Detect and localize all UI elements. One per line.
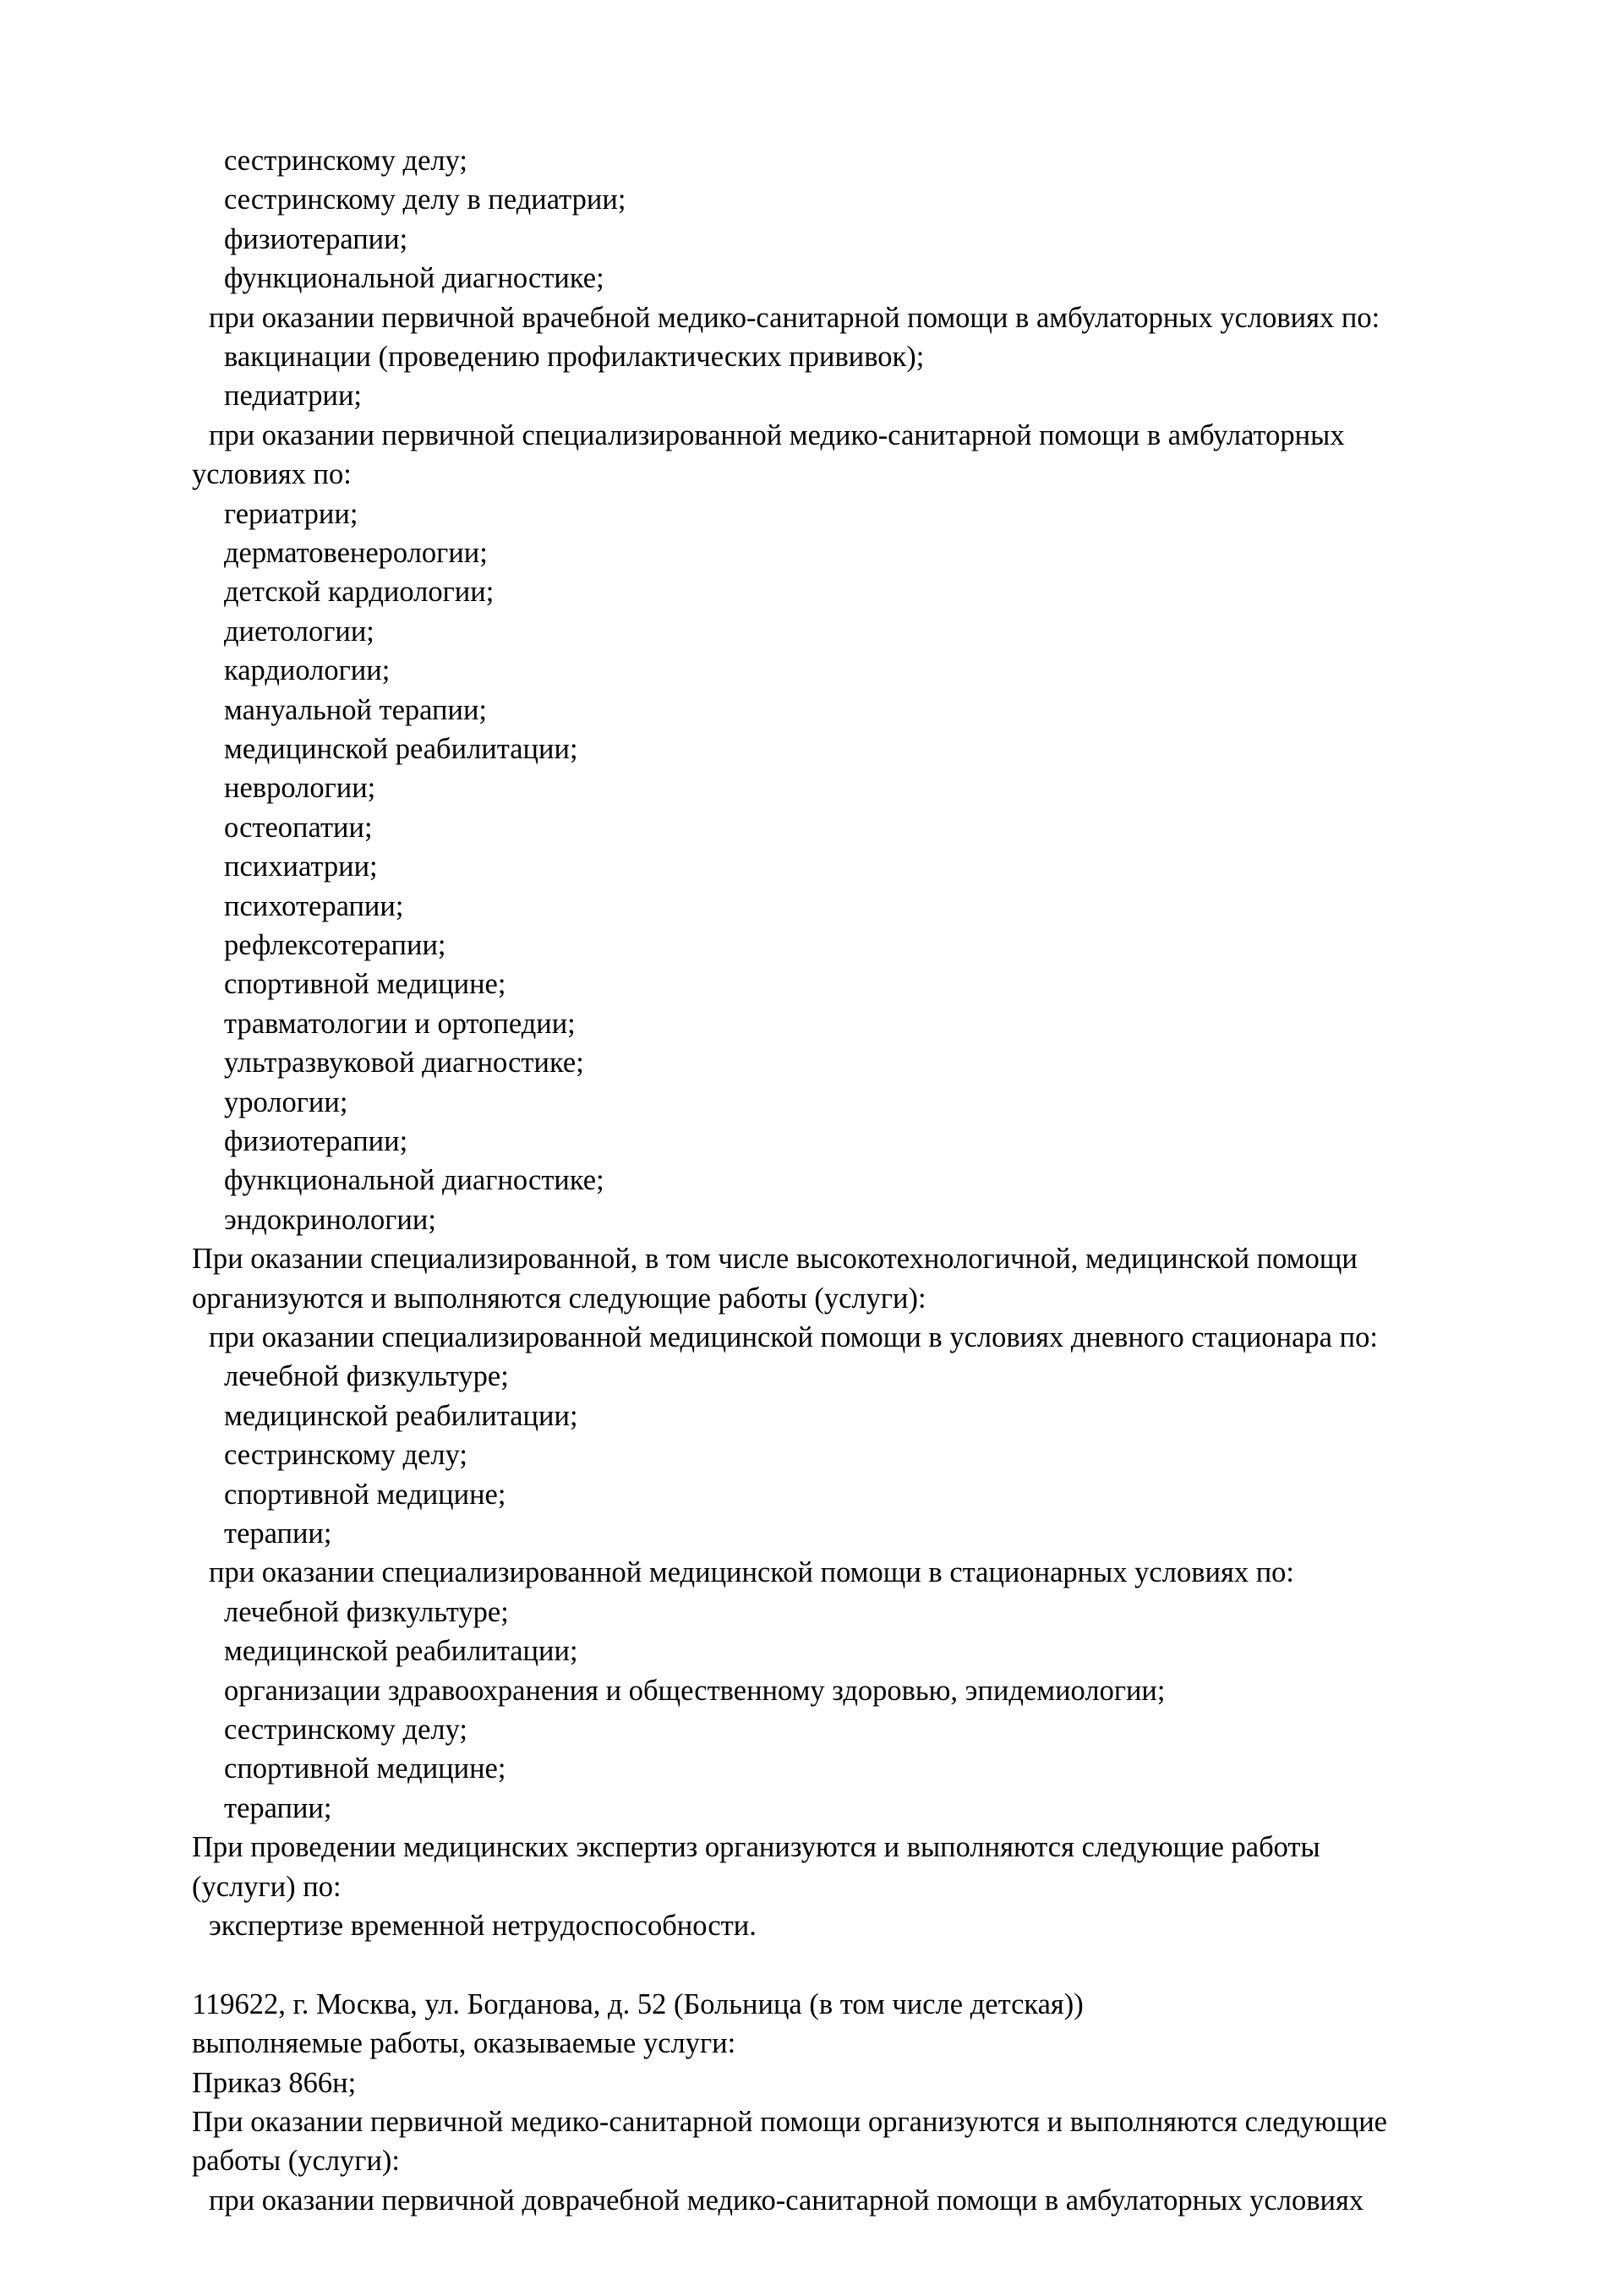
list-item: сестринскому делу в педиатрии; bbox=[224, 183, 626, 216]
list-item: спортивной медицине; bbox=[224, 1752, 506, 1785]
paragraph-line: условиях по: bbox=[192, 458, 352, 491]
list-item: остеопатии; bbox=[224, 811, 373, 844]
list-item: физиотерапии; bbox=[224, 1125, 408, 1157]
list-item: медицинской реабилитации; bbox=[224, 733, 578, 765]
list-item: дерматовенерологии; bbox=[224, 537, 488, 569]
section-subheading: при оказании первичной доврачебной медико-санитарной помощи в амбулаторных условиях bbox=[209, 2184, 1364, 2217]
section-subheading: экспертизе временной нетрудоспособности. bbox=[209, 1910, 757, 1942]
list-item: рефлексотерапии; bbox=[224, 929, 446, 961]
list-item: медицинской реабилитации; bbox=[224, 1635, 578, 1668]
paragraph-line: При проведении медицинских экспертиз организуются и выполняются следующие работы bbox=[192, 1831, 1320, 1864]
section-subheading: при оказании первичной специализированной медико-санитарной помощи в амбулаторных bbox=[209, 418, 1345, 451]
list-item: педиатрии; bbox=[224, 380, 363, 413]
paragraph-line: При оказании первичной медико-санитарной помощи организуются и выполняются следующие bbox=[192, 2106, 1387, 2138]
list-item: терапии; bbox=[224, 1791, 332, 1824]
list-item: медицинской реабилитации; bbox=[224, 1399, 578, 1432]
list-item: сестринскому делу; bbox=[224, 1439, 467, 1472]
list-item: детской кардиологии; bbox=[224, 576, 495, 609]
list-item: урологии; bbox=[224, 1085, 348, 1118]
list-item: психиатрии; bbox=[224, 850, 378, 883]
list-item: лечебной физкультуре; bbox=[224, 1360, 509, 1393]
section-subheading: при оказании первичной врачебной медико-санитарной помощи в амбулаторных условиях по: bbox=[209, 301, 1380, 334]
list-item: лечебной физкультуре; bbox=[224, 1595, 509, 1628]
list-item: организации здравоохранения и общественному здоровью, эпидемиологии; bbox=[224, 1674, 1166, 1707]
list-item: неврологии; bbox=[224, 772, 376, 805]
section-subheading: при оказании специализированной медицинской помощи в стационарных условиях по: bbox=[209, 1556, 1294, 1589]
list-item: терапии; bbox=[224, 1517, 332, 1550]
list-item: функциональной диагностике; bbox=[224, 1164, 604, 1197]
list-item: физиотерапии; bbox=[224, 222, 408, 255]
paragraph-line: Приказ 866н; bbox=[192, 2066, 357, 2099]
list-item: эндокринологии; bbox=[224, 1203, 436, 1236]
list-item: спортивной медицине; bbox=[224, 968, 506, 1001]
list-item: гериатрии; bbox=[224, 497, 358, 530]
paragraph-line: выполняемые работы, оказываемые услуги: bbox=[192, 2027, 736, 2060]
list-item: мануальной терапии; bbox=[224, 693, 488, 726]
list-item: сестринскому делу; bbox=[224, 1714, 467, 1746]
list-item: вакцинации (проведению профилактических прививок); bbox=[224, 341, 925, 373]
list-item: функциональной диагностике; bbox=[224, 262, 604, 295]
list-item: травматологии и ортопедии; bbox=[224, 1007, 576, 1040]
list-item: диетологии; bbox=[224, 615, 374, 648]
list-item: спортивной медицине; bbox=[224, 1478, 506, 1511]
list-item: кардиологии; bbox=[224, 654, 391, 687]
list-item: сестринскому делу; bbox=[224, 145, 467, 177]
list-item: ультразвуковой диагностике; bbox=[224, 1047, 584, 1080]
list-item: психотерапии; bbox=[224, 889, 404, 922]
paragraph-line: 119622, г. Москва, ул. Богданова, д. 52 (Больница (в том числе детская)) bbox=[192, 1987, 1084, 2020]
section-subheading: при оказании специализированной медицинской помощи в условиях дневного стационара по: bbox=[209, 1321, 1378, 1353]
paragraph-line: При оказании специализированной, в том числе высокотехнологичной, медицинской помощи bbox=[192, 1243, 1358, 1276]
paragraph-line: (услуги) по: bbox=[192, 1870, 342, 1903]
paragraph-line: работы (услуги): bbox=[192, 2145, 400, 2178]
paragraph-line: организуются и выполняются следующие работы (услуги): bbox=[192, 1282, 926, 1315]
